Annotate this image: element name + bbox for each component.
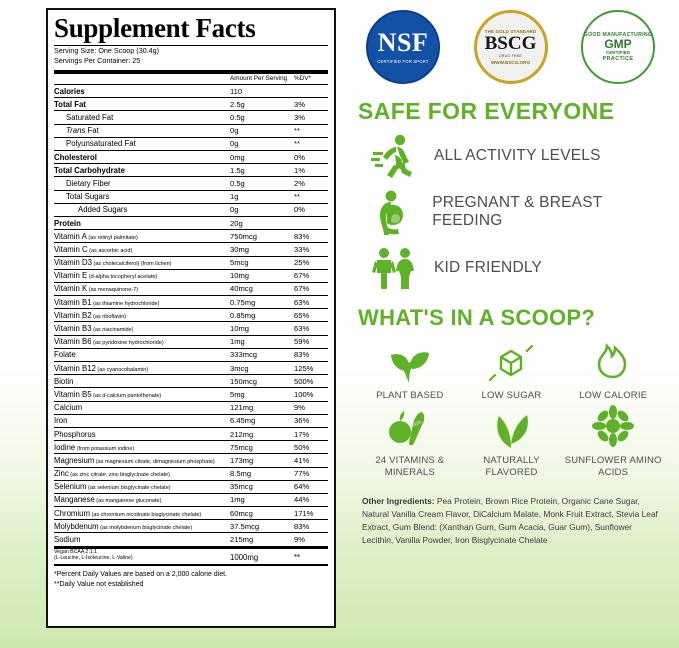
nutrient-source: (as niacinamide): [91, 327, 134, 334]
nutrient-amount: 5mcg: [230, 256, 294, 269]
nutrient-amount: 37.5mcg: [230, 520, 294, 533]
scoop-item-low-calorie: [563, 339, 663, 402]
nutrient-amount: 173mg: [230, 454, 294, 467]
nutrient-name: Vitamin C (as ascorbic acid): [54, 243, 230, 256]
nutrient-amount: 10mg: [230, 322, 294, 335]
nutrient-dv: **: [294, 124, 328, 137]
sugar-cube-icon: [462, 339, 562, 385]
nutrient-dv: 33%: [294, 243, 328, 256]
nutrient-source: (as zinc citrate, zinc bisglycinate chelate): [68, 472, 170, 479]
nutrient-dv: 9%: [294, 401, 328, 414]
bscg-badge-bottom: WWW.BSCG.ORG: [490, 59, 531, 65]
nutrient-amount: 0.75mg: [230, 296, 294, 309]
nutrient-source: (as cyanocobalamin): [95, 366, 149, 373]
nutrient-dv: 125%: [294, 362, 328, 375]
supplement-facts-title: Supplement Facts: [54, 13, 256, 43]
table-row: [54, 216, 328, 229]
nutrient-dv: 36%: [294, 414, 328, 427]
nutrient-name: Vitamin B3 (as niacinamide): [54, 322, 230, 335]
nutrient-amount: 60mcg: [230, 507, 294, 520]
supplement-facts-box: [46, 8, 336, 628]
nutrient-dv: 0%: [294, 203, 328, 216]
nutrient-source: (as ascorbic acid): [87, 247, 133, 254]
nutrient-name: Protein: [54, 216, 230, 229]
nutrient-name: Chromium (as chromium nicotinate bisglycinate chelate): [54, 507, 230, 520]
nutrient-dv: [294, 216, 328, 229]
nutrient-name: Phosphorus: [54, 427, 230, 440]
marketing-panel: [350, 0, 679, 648]
nsf-badge-sub: CERTIFIED FOR SPORT: [377, 58, 429, 64]
nutrient-dv: 64%: [294, 480, 328, 493]
scoop-features-grid: [360, 339, 663, 479]
footnote-2: **Daily Value not established: [54, 581, 144, 589]
table-row: [54, 427, 328, 440]
scoop-item-vitamins-minerals: [360, 404, 460, 479]
nutrient-name: Zinc (as zinc citrate, zinc bisglycinate chelate): [54, 467, 230, 480]
bscg-badge-main: BSCG: [484, 33, 537, 55]
nutrient-amount: 1mg: [230, 493, 294, 506]
nutrient-dv: 44%: [294, 493, 328, 506]
nutrient-source: (as molybdenum bisglycinate chelate): [98, 524, 193, 531]
nutrient-amount: 8.5mg: [230, 467, 294, 480]
nutrient-amount: 0.85mg: [230, 309, 294, 322]
table-row: [54, 111, 328, 124]
nutrient-dv: 83%: [294, 520, 328, 533]
nutrient-dv: 1%: [294, 164, 328, 177]
nutrient-dv: 2%: [294, 177, 328, 190]
divider-med-2: [54, 564, 328, 566]
nutrient-amount: 150mcg: [230, 375, 294, 388]
nutrient-name: Calories: [54, 85, 230, 98]
table-row: [54, 414, 328, 427]
nutrient-name: Vitamin E (d-alpha tocopheryl acetate): [54, 269, 230, 282]
nutrient-amount: 110: [230, 85, 294, 98]
nutrient-name: Vitamin B12 (as cyanocobalamin): [54, 362, 230, 375]
nutrient-name: Vitamin B5 (as d-calcium pantothenate): [54, 388, 230, 401]
nutrient-dv: 0%: [294, 151, 328, 164]
scoop-label-sunflower-amino-acids: SUNFLOWER AMINO ACIDS: [564, 454, 662, 478]
table-row: [54, 137, 328, 150]
nutrient-source: (as chromium nicotinate bisglycinate chelate): [89, 511, 202, 518]
nutrient-name: Sodium: [54, 533, 230, 546]
table-row: [54, 124, 328, 137]
flame-icon: [563, 339, 663, 385]
table-row: [54, 296, 328, 309]
col-dv-header: %DV*: [294, 74, 328, 85]
safe-for-everyone-heading: SAFE FOR EVERYONE: [358, 98, 615, 124]
nutrient-dv: 83%: [294, 230, 328, 243]
col-amount-header: Amount Per Serving: [230, 74, 294, 85]
sunflower-icon: [563, 404, 663, 450]
table-row-bcaa: [54, 549, 328, 564]
nutrient-amount: 0.5g: [230, 177, 294, 190]
kids-icon: [366, 243, 422, 293]
table-row: [54, 533, 328, 546]
nutrient-name: Vitamin A (as retinyl palmitate): [54, 230, 230, 243]
nutrient-dv: **: [294, 190, 328, 203]
bcaa-amount: 1000mg: [230, 553, 259, 563]
nutrient-source: (d-alpha tocopheryl acetate): [87, 274, 158, 281]
bscg-badge: [474, 10, 548, 84]
nutrient-amount: 30mg: [230, 243, 294, 256]
nutrient-amount: 40mcg: [230, 282, 294, 295]
table-row: [54, 335, 328, 348]
bcaa-table: [54, 549, 328, 564]
bscg-badge-top: THE GOLD STANDARD: [484, 29, 537, 35]
nutrient-name: Vitamin D3 (as cholecalciferol) (from lichen): [54, 256, 230, 269]
serving-size: Serving Size: One Scoop (30.4g): [54, 46, 160, 55]
whats-in-a-scoop-heading: WHAT'S IN A SCOOP?: [358, 305, 596, 330]
table-row: [54, 164, 328, 177]
scoop-label-plant-based: PLANT BASED: [376, 390, 444, 401]
other-ingredients: [362, 495, 661, 547]
footnote-1: *Percent Daily Values are based on a 2,000 calorie diet.: [54, 570, 228, 578]
nutrient-dv: [294, 85, 328, 98]
other-ingredients-text: Pea Protein, Brown Rice Protein, Organic Cane Sugar, Natural Vanilla Cream Flavor, DiCalcium Malate, Monk Fruit Extract, Stevia Leaf Extract, Gum Blend: (Xanthan Gum, Gum Acacia, Guar Gum), Sunflower Lecithin, Vanilla Powder, Iron Bisglycinate Chelate: [362, 495, 658, 545]
nutrient-source: (as cholecalciferol) (from lichen): [92, 261, 172, 268]
nutrient-dv: 63%: [294, 296, 328, 309]
table-header-row: [54, 74, 328, 85]
nutrient-name: Vitamin B1 (as thiamine hydrochloride): [54, 296, 230, 309]
nutrient-name: Added Sugars: [54, 203, 230, 216]
nutrient-dv: 3%: [294, 111, 328, 124]
nutrient-dv: 63%: [294, 322, 328, 335]
nutrient-name: Molybdenum (as molybdenum bisglycinate chelate): [54, 520, 230, 533]
nutrient-amount: 0.5g: [230, 111, 294, 124]
table-row: [54, 309, 328, 322]
gmp-badge: [581, 10, 655, 84]
table-row: [54, 282, 328, 295]
nutrient-source: (as magnesium citrate, dimagnesium phosphate): [94, 458, 215, 465]
nutrient-dv: 500%: [294, 375, 328, 388]
natural-leaf-icon: [462, 404, 562, 450]
nutrient-name: Manganese (as manganese gluconate): [54, 493, 230, 506]
feature-all-activity-levels: [366, 131, 669, 181]
nutrient-dv: 25%: [294, 256, 328, 269]
nutrient-dv: 3%: [294, 98, 328, 111]
nutrient-name: Total Carbohydrate: [54, 164, 230, 177]
nutrient-amount: 750mcg: [230, 230, 294, 243]
table-row: [54, 190, 328, 203]
gmp-badge-line1: GOOD MANUFACTURING: [583, 31, 653, 38]
nutrient-dv: 59%: [294, 335, 328, 348]
nutrient-amount: 5mg: [230, 388, 294, 401]
nutrient-amount: 0g: [230, 137, 294, 150]
table-row: [54, 98, 328, 111]
nutrient-dv: 41%: [294, 454, 328, 467]
nutrient-dv: 100%: [294, 388, 328, 401]
nutrient-amount: 212mg: [230, 427, 294, 440]
nsf-badge-main: NSF: [377, 27, 429, 57]
table-row: [54, 467, 328, 480]
nutrient-source: (as riboflavin): [91, 313, 127, 320]
scoop-item-sunflower-amino-acids: [563, 404, 663, 479]
scoop-label-vitamins-minerals: 24 VITAMINS & MINERALS: [375, 454, 445, 478]
nutrient-amount: 35mcg: [230, 480, 294, 493]
table-row: [54, 256, 328, 269]
nutrient-name: Biotin: [54, 375, 230, 388]
nutrient-name: Calcium: [54, 401, 230, 414]
nutrient-amount: 0mg: [230, 151, 294, 164]
table-row: [54, 177, 328, 190]
scoop-item-low-sugar: [462, 339, 562, 402]
table-row: [54, 388, 328, 401]
nutrient-dv: **: [294, 137, 328, 150]
bscg-badge-mid: DRUG FREE: [499, 53, 522, 58]
feature-kid-friendly: [366, 243, 669, 293]
other-ingredients-label: Other Ingredients:: [362, 495, 435, 506]
table-row: [54, 375, 328, 388]
feature-label-pregnant-breastfeeding: PREGNANT & BREAST FEEDING: [432, 194, 603, 229]
feature-label-all-activity-levels: ALL ACTIVITY LEVELS: [434, 147, 601, 165]
nutrient-source: (as pyridoxine hydrochloride): [91, 340, 164, 347]
table-row: [54, 243, 328, 256]
scoop-label-naturally-flavored: NATURALLY FLAVORED: [483, 454, 540, 478]
nutrient-amount: 3mcg: [230, 362, 294, 375]
table-row: [54, 151, 328, 164]
bscg-icon: [474, 10, 548, 84]
feature-pregnant-breastfeeding: [366, 187, 669, 237]
nutrient-name: Vitamin B2 (as riboflavin): [54, 309, 230, 322]
nutrient-dv: 9%: [294, 533, 328, 546]
table-row: [54, 85, 328, 98]
nutrient-name: Total Sugars: [54, 190, 230, 203]
bcaa-name: Vegan BCAA 2:1:1 (L-Leucine, L-Isoleucine, L-Valine): [54, 549, 133, 562]
table-row: [54, 322, 328, 335]
table-row: [54, 348, 328, 361]
table-row: [54, 441, 328, 454]
nutrient-amount: 0g: [230, 203, 294, 216]
table-row: [54, 362, 328, 375]
nutrient-amount: 121mg: [230, 401, 294, 414]
nutrient-amount: 75mcg: [230, 441, 294, 454]
nutrient-source: (as retinyl palmitate): [86, 234, 138, 241]
nutrient-source: (from potassium iodine): [75, 445, 135, 452]
feature-label-kid-friendly: KID FRIENDLY: [434, 259, 543, 277]
nutrient-source: (as manganese gluconate): [94, 498, 162, 505]
servings-per-container: Servings Per Container: 25: [54, 56, 141, 66]
nutrient-source: (as d-calcium pantothenate): [91, 392, 162, 399]
nutrient-dv: 77%: [294, 467, 328, 480]
table-row: [54, 507, 328, 520]
nutrient-amount: 20g: [230, 216, 294, 229]
nutrient-dv: 17%: [294, 427, 328, 440]
bcaa-dv: **: [294, 553, 301, 563]
nutrient-name: Dietary Fiber: [54, 177, 230, 190]
leaf-icon: [360, 339, 460, 385]
fruit-veg-icon: [360, 404, 460, 450]
nutrient-name: Saturated Fat: [54, 111, 230, 124]
supplement-facts-table: [54, 74, 328, 547]
nutrient-name: Vitamin K (as menaquinone-7): [54, 282, 230, 295]
scoop-label-low-calorie: LOW CALORIE: [579, 390, 648, 401]
nutrient-amount: 2.5g: [230, 98, 294, 111]
nutrient-source: (as thiamine hydrochloride): [91, 300, 160, 307]
runner-icon: [366, 131, 422, 181]
gmp-badge-line2: GMP: [604, 36, 632, 51]
nutrient-amount: 6.45mg: [230, 414, 294, 427]
nutrient-name: Total Fat: [54, 98, 230, 111]
nutrient-source: (as menaquinone-7): [87, 287, 138, 294]
nutrient-dv: 67%: [294, 269, 328, 282]
scoop-item-naturally-flavored: [462, 404, 562, 479]
nutrient-name: Iron: [54, 414, 230, 427]
table-row: [54, 454, 328, 467]
nutrient-name: Polyunsaturated Fat: [54, 137, 230, 150]
gmp-icon: [581, 10, 655, 84]
nutrient-name: Magnesium (as magnesium citrate, dimagnesium phosphate): [54, 454, 230, 467]
table-row: [54, 480, 328, 493]
nutrient-amount: 1g: [230, 190, 294, 203]
nutrient-source: (as selenium bisglycinate chelate): [86, 485, 171, 492]
nutrient-dv: 171%: [294, 507, 328, 520]
scoop-item-plant-based: [360, 339, 460, 402]
nutrient-amount: 1.5g: [230, 164, 294, 177]
nutrient-dv: 50%: [294, 441, 328, 454]
table-row: [54, 401, 328, 414]
table-row: [54, 493, 328, 506]
nutrient-dv: 65%: [294, 309, 328, 322]
nutrient-name: Iodine (from potassium iodine): [54, 441, 230, 454]
scoop-label-low-sugar: LOW SUGAR: [481, 390, 542, 401]
nutrient-dv: 67%: [294, 282, 328, 295]
gmp-badge-line4: PRACTICE: [602, 56, 634, 63]
nsf-badge: [366, 10, 440, 84]
table-row: [54, 269, 328, 282]
table-row: [54, 230, 328, 243]
nsf-icon: [366, 10, 440, 84]
table-row: [54, 520, 328, 533]
nutrient-name: Folate: [54, 348, 230, 361]
nutrient-amount: 1mg: [230, 335, 294, 348]
certification-badges: [352, 8, 669, 84]
nutrient-dv: 83%: [294, 348, 328, 361]
nutrient-amount: 10mg: [230, 269, 294, 282]
nutrient-name: Selenium (as selenium bisglycinate chelate): [54, 480, 230, 493]
nutrient-amount: 215mg: [230, 533, 294, 546]
table-row: [54, 203, 328, 216]
gmp-badge-line3: CERTIFIED: [605, 50, 631, 56]
nutrient-name: Trans Fat: [54, 124, 230, 137]
nutrient-name: Vitamin B6 (as pyridoxine hydrochloride): [54, 335, 230, 348]
nutrient-amount: 333mcg: [230, 348, 294, 361]
nutrient-name: Cholesterol: [54, 151, 230, 164]
pregnant-breastfeeding-icon: [366, 187, 420, 237]
nutrient-amount: 0g: [230, 124, 294, 137]
